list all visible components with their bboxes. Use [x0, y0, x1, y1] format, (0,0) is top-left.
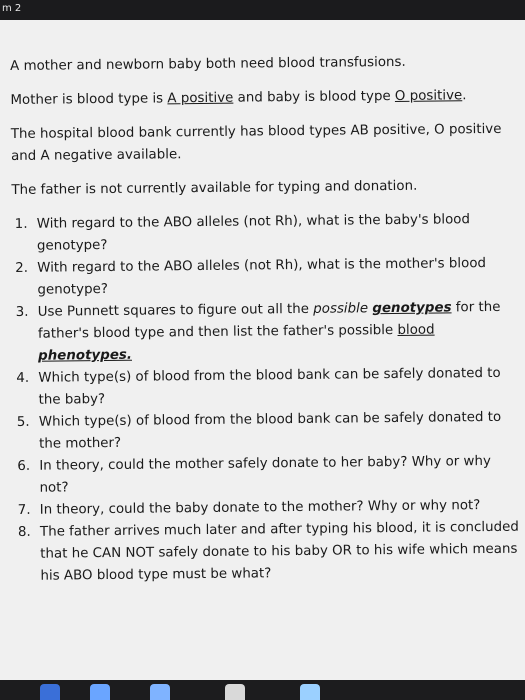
question-text: With regard to the ABO alleles (not Rh), what is the mother's blood genotype?	[37, 256, 487, 298]
mother-blood-type: A positive	[167, 90, 234, 107]
dock-app-icon[interactable]	[150, 684, 170, 700]
question-item	[15, 517, 521, 588]
q3-phenotypes: phenotypes.	[38, 347, 133, 364]
dock-app-icon[interactable]	[90, 684, 110, 700]
question-item	[12, 253, 517, 302]
baby-blood-type: O positive	[394, 88, 463, 104]
question-item	[13, 297, 519, 368]
dock-app-icon[interactable]	[40, 684, 60, 700]
question-item	[12, 209, 517, 258]
question-number: 7.	[17, 502, 31, 518]
question-number: 8.	[17, 524, 31, 540]
question-text: With regard to the ABO alleles (not Rh), what is the baby's blood genotype?	[36, 212, 471, 254]
q3-pre: Use Punnett squares to figure out all the	[37, 301, 314, 320]
intro-line-1: A mother and newborn baby both need blood transfusions.	[10, 54, 406, 74]
intro-line-4: The father is not currently available for typing and donation.	[11, 178, 418, 198]
question-text: In theory, could the mother safely donate to her baby? Why or why not?	[39, 453, 491, 496]
q3-blood: blood	[397, 322, 435, 338]
question-text: Which type(s) of blood from the blood bank can be safely donated to the baby?	[38, 365, 501, 408]
top-strip	[0, 0, 525, 20]
question-list	[12, 209, 521, 588]
document-screen	[0, 20, 525, 680]
q3-mid: for the father's blood type and then list the father's possible	[37, 299, 501, 342]
question-text: Which type(s) of blood from the blood bank can be safely donated to the mother?	[38, 409, 502, 452]
dock-app-icon[interactable]	[225, 684, 245, 700]
q3-genotypes: genotypes	[372, 300, 452, 317]
question-number: 1.	[14, 216, 28, 232]
dock-app-icon[interactable]	[300, 684, 320, 700]
top-fragment-text: m 2	[2, 3, 22, 14]
intro-line-2	[10, 85, 515, 112]
question-number: 2.	[15, 260, 29, 276]
question-text	[38, 300, 501, 364]
question-item	[14, 407, 519, 456]
question-number: 5.	[16, 414, 30, 430]
dock-strip	[0, 680, 525, 700]
question-number: 4.	[16, 370, 30, 386]
question-item	[13, 363, 518, 412]
document-content	[10, 51, 521, 588]
question-text: In theory, could the baby donate to the mother? Why or why not?	[39, 498, 481, 518]
intro-line-3: The hospital blood bank currently has blood types AB positive, O positive and A negative available.	[10, 121, 502, 164]
q3-possible: possible	[313, 301, 369, 317]
intro-line-2-end: .	[462, 88, 467, 104]
question-item	[14, 451, 519, 500]
question-number: 6.	[17, 458, 31, 474]
question-number: 3.	[15, 304, 29, 320]
intro-line-2-mid: and baby is blood type	[233, 88, 395, 106]
question-text: The father arrives much later and after typing his blood, it is concluded that he CAN NOT safely donate to his baby OR to his wife which means his ABO blood type must be what?	[39, 519, 519, 584]
intro-line-2-pre: Mother is blood type is	[10, 91, 168, 108]
